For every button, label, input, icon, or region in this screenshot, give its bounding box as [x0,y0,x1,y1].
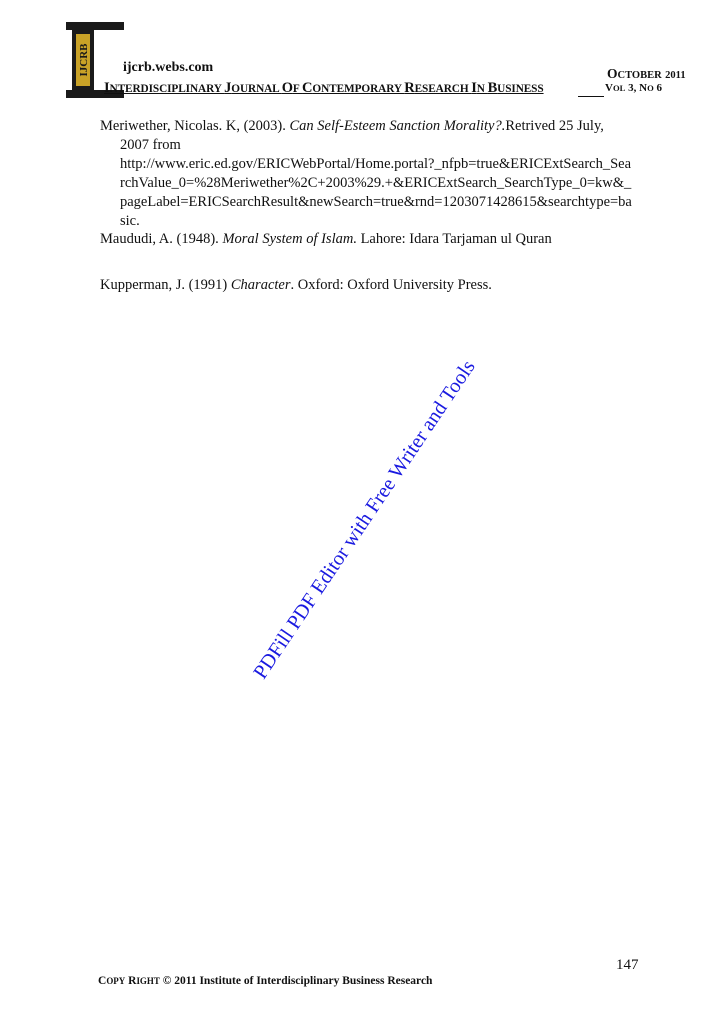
journal-title-word: RESEARCH [404,80,472,96]
reference-text: . Oxford: Oxford University Press. [290,277,492,293]
pdf-watermark: PDFill PDF Editor with Free Writer and Tools [249,356,480,684]
reference-text: Maududi, A. (1948). [100,231,223,247]
reference-title: Character [230,277,291,293]
reference-title: Can Self-Esteem Sanction Morality?. [289,118,506,134]
journal-title [104,80,544,97]
page-number: 147 [616,957,639,973]
volume-number: VOL 3, NO 6 [605,82,662,94]
reference-title: Moral System of Islam. [222,231,357,247]
reference-url-line: rchValue_0=%28Meriwether%2C+2003%29.+&ERICExtSearch_SearchType_0=kw&_ [120,175,632,191]
reference-entry [100,117,648,231]
reference-entry [100,276,648,295]
issue-date: OCTOBER 2011 [607,66,686,81]
reference-text: Meriwether, Nicolas. K, (2003). [100,118,290,134]
reference-line: 2007 from [120,137,181,153]
journal-title-word: IN [471,80,488,96]
reference-url-line: pageLabel=ERICSearchResult&newSearch=true&rnd=1203071428615&searchtype=ba [120,194,632,210]
site-url: ijcrb.webs.com [123,60,214,75]
reference-text: Kupperman, J. (1991) [100,277,231,293]
journal-title-word: OF [281,80,303,96]
journal-title-word: JOURNAL [224,80,282,96]
reference-entry [100,230,648,249]
journal-title-word: CONTEMPORARY [302,80,405,96]
svg-text:IJCRB: IJCRB [78,43,90,77]
journal-title-word: INTERDISCIPLINARY [104,80,225,96]
reference-url-line: http://www.eric.ed.gov/ERICWebPortal/Home.portal?_nfpb=true&ERICExtSearch_Sea [120,156,632,172]
reference-text: Retrived 25 July, [505,118,604,134]
header-rule [578,96,604,97]
journal-title-word: BUSINESS [487,80,544,96]
copyright-notice: COPY RIGHT © 2011 Institute of Interdisciplinary Business Research [98,975,433,987]
reference-url-line: sic. [120,213,140,229]
reference-text: Lahore: Idara Tarjaman ul Quran [356,231,552,247]
